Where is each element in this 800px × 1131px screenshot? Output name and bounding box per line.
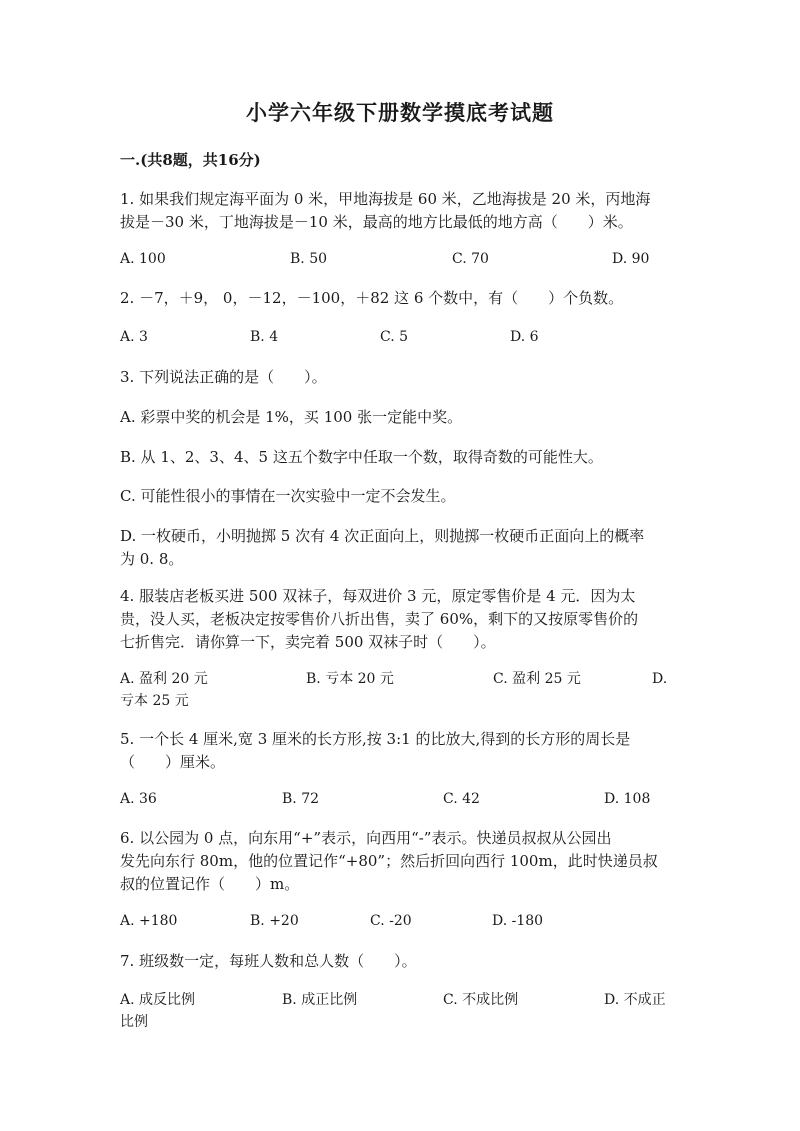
q2-option-c: C. 5 [380,329,409,345]
q1-option-a: A. 100 [120,251,166,267]
q5-option-b: B. 72 [282,791,320,807]
q1-text-line-1: 1. 如果我们规定海平面为 0 米，甲地海拔是 60 米，乙地海拔是 20 米，丙地海 [120,190,651,208]
q3-option-b: B. 从 1、2、3、4、5 这五个数字中任取一个数，取得奇数的可能性大。 [120,448,603,466]
q1-text-line-2: 拔是－30 米，丁地海拔是－10 米，最高的地方比最低的地方高（ ）米。 [120,213,633,231]
q4-option-c: C. 盈利 25 元 [493,671,581,687]
q7-option-d: D. 不成正 [604,992,666,1008]
q6-option-c: C. -20 [370,913,412,929]
q5-option-d: D. 108 [604,791,651,807]
q2-text-line-1: 2. －7，＋9， 0，－12，－100，＋82 这 6 个数中，有（ ）个负数。 [120,289,624,307]
q6-text-line-2: 发先向东行 80m，他的位置记作“+80”；然后折回向西行 100m，此时快递员叔 [120,852,658,870]
q1-option-b: B. 50 [290,251,328,267]
q7-text-line-1: 7. 班级数一定，每班人数和总人数（ ）。 [120,952,417,970]
q4-text-line-1: 4. 服装店老板买进 500 双袜子，每双进价 3 元，原定零售价是 4 元．因为太 [120,587,636,605]
q6-text-line-3: 叔的位置记作（ ）m。 [120,875,300,893]
q7-option-c: C. 不成比例 [443,992,519,1008]
q3-option-a: A. 彩票中奖的机会是 1%，买 100 张一定能中奖。 [120,408,463,426]
q4-option-a: A. 盈利 20 元 [120,671,208,687]
q6-option-d: D. -180 [492,913,544,929]
q2-option-a: A. 3 [120,329,148,345]
q3-text-line-1: 3. 下列说法正确的是（ ）。 [120,368,327,386]
q4-option-d-continued: 亏本 25 元 [120,693,189,709]
q1-option-d: D. 90 [612,251,650,267]
q4-option-b: B. 亏本 20 元 [306,671,394,687]
q4-text-line-2: 贵，没人买，老板决定按零售价八折出售，卖了 60%，剩下的又按原零售价的 [120,610,639,628]
q3-option-c: C. 可能性很小的事情在一次实验中一定不会发生。 [120,487,456,505]
q3-option-d-line-2: 为 0. 8。 [120,550,184,568]
q6-option-a: A. +180 [120,913,178,929]
q5-text-line-1: 5. 一个长 4 厘米,宽 3 厘米的长方形,按 3:1 的比放大,得到的长方形的周长是 [120,730,631,748]
q5-option-a: A. 36 [120,791,157,807]
q7-option-b: B. 成正比例 [282,992,358,1008]
q2-option-d: D. 6 [510,329,539,345]
q5-option-c: C. 42 [443,791,480,807]
q4-option-d: D. [652,671,668,687]
q5-text-line-2: （ ）厘米。 [120,753,226,771]
q6-option-b: B. +20 [250,913,299,929]
exam-title: 小学六年级下册数学摸底考试题 [246,100,554,125]
section-heading: 一.(共8题，共16分) [120,151,261,169]
q2-option-b: B. 4 [250,329,279,345]
q7-option-a: A. 成反比例 [120,992,196,1008]
q4-text-line-3: 七折售完．请你算一下，卖完着 500 双袜子时（ ）。 [120,633,496,651]
q1-option-c: C. 70 [452,251,489,267]
q6-text-line-1: 6. 以公园为 0 点，向东用“+”表示，向西用“-”表示。快递员叔叔从公园出 [120,829,612,847]
q7-option-d-continued: 比例 [120,1014,148,1030]
q3-option-d-line-1: D. 一枚硬币，小明抛掷 5 次有 4 次正面向上，则抛掷一枚硬币正面向上的概率 [120,527,645,545]
